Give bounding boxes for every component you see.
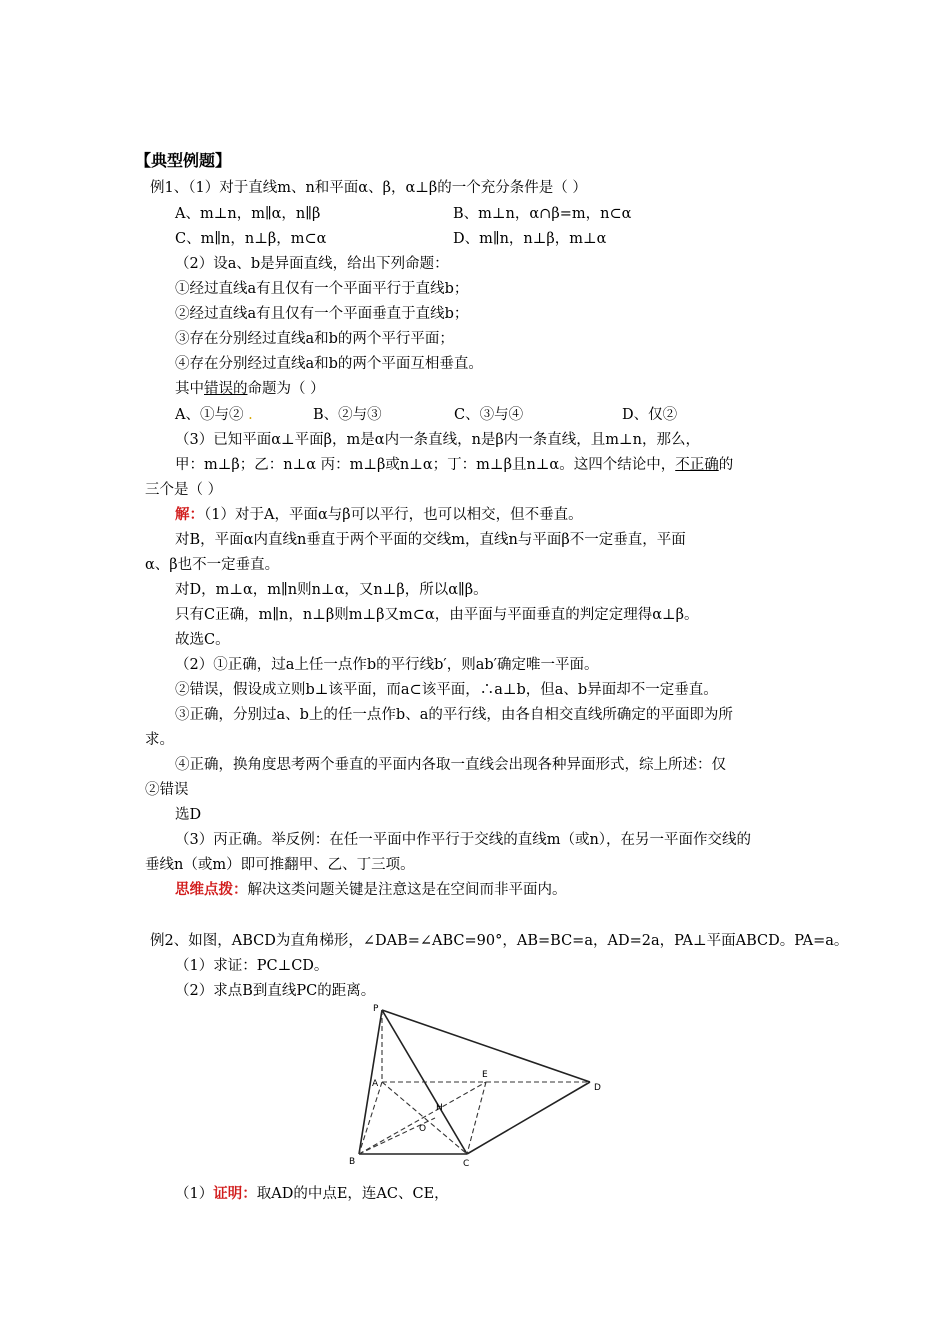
ex1-q2-option-c: C、③与④ — [454, 407, 524, 423]
ex1-q3-line-3: 三个是（ ） — [145, 482, 223, 498]
solution-line-9: ③正确，分别过a、b上的任一点作b、a的平行线，由各自相交直线所确定的平面即为所 — [175, 707, 733, 723]
ex1-q2-item-1: ①经过直线a有且仅有一个平面平行于直线b； — [175, 281, 469, 297]
label-B: B — [349, 1157, 356, 1167]
pyramid-figure — [335, 1000, 620, 1175]
solution-line-3: α、β也不一定垂直。 — [145, 557, 280, 573]
solution-line-7: （2）①正确，过a上任一点作b的平行线b′，则ab′确定唯一平面。 — [175, 657, 599, 673]
ex1-q2: （2）设a、b是异面直线，给出下列命题： — [175, 256, 449, 272]
ex1-q3-line-1: （3）已知平面α⊥平面β，m是α内一条直线，n是β内一条直线，且m⊥n，那么， — [175, 432, 701, 448]
ask-post: 命题为（ ） — [247, 381, 325, 397]
ex1-q1-option-d: D、m∥n，n⊥β，m⊥α — [453, 231, 607, 247]
solution-line-11: ④正确，换角度思考两个垂直的平面内各取一直线会出现各种异面形式，综上所述：仅 — [175, 757, 726, 773]
solution-line-10: 求。 — [145, 732, 174, 748]
tip-line — [175, 879, 567, 901]
ask-underlined: 错误的 — [204, 381, 248, 397]
ex1-q3-line-2 — [175, 454, 733, 476]
proof-label: 证明： — [213, 1185, 257, 1202]
label-H: H — [436, 1103, 443, 1113]
ex1-q2-option-b: B、②与③ — [313, 407, 382, 423]
ex1-q1-option-a: A、m⊥n，m∥α，n∥β — [175, 206, 321, 222]
solution-line-2: 对B，平面α内直线n垂直于两个平面的交线m，直线n与平面β不一定垂直，平面 — [175, 532, 686, 548]
solution-line-5: 只有C正确，m∥n，n⊥β则m⊥β又m⊂α，由平面与平面垂直的判定定理得α⊥β。 — [175, 607, 699, 623]
solution-line-15: 垂线n（或m）即可推翻甲、乙、丁三项。 — [145, 857, 415, 873]
ask-pre: 其中 — [175, 381, 204, 397]
label-P: P — [373, 1004, 379, 1014]
ex2-q1: （1）求证：PC⊥CD。 — [175, 958, 329, 974]
label-A: A — [372, 1079, 379, 1089]
proof-line — [175, 1183, 449, 1205]
solution-line-14: （3）丙正确。举反例：在任一平面中作平行于交线的直线m（或n），在另一平面作交线的 — [175, 832, 752, 848]
ex1-q1: 例1、（1）对于直线m、n和平面α、β，α⊥β的一个充分条件是（ ） — [150, 180, 587, 196]
label-D: D — [594, 1083, 601, 1093]
ex1-q1-option-b: B、m⊥n，α∩β=m，n⊂α — [453, 206, 632, 222]
proof-text: 取AD的中点E，连AC、CE， — [256, 1186, 449, 1202]
solution-text: （1）对于A，平面α与β可以平行，也可以相交，但不垂直。 — [204, 507, 583, 523]
label-C: C — [463, 1159, 470, 1169]
q3-pre: 甲：m⊥β；乙：n⊥α 丙：m⊥β或n⊥α；丁：m⊥β且n⊥α。这四个结论中， — [175, 457, 676, 473]
tip-label: 思维点拨： — [175, 881, 248, 898]
ex1-q1-option-c: C、m∥n，n⊥β，m⊂α — [175, 231, 327, 247]
solution-line-4: 对D，m⊥α，m∥n则n⊥α，又n⊥β，所以α∥β。 — [175, 582, 488, 598]
solution-label: 解： — [175, 506, 204, 523]
solution-line-8: ②错误，假设成立则b⊥该平面，而a⊂该平面，∴a⊥b，但a、b异面却不一定垂直。 — [175, 682, 718, 698]
solution-line-13: 选D — [175, 807, 202, 823]
yellow-dot: . — [248, 407, 253, 423]
ex2-q2: （2）求点B到直线PC的距离。 — [175, 983, 376, 999]
q3-underlined: 不正确 — [675, 457, 719, 473]
ex2-question: 例2、如图，ABCD为直角梯形，∠DAB=∠ABC=90°，AB=BC=a，AD=2a，PA⊥平面ABCD。PA=a。 — [150, 933, 849, 949]
proof-pre: （1） — [175, 1186, 214, 1202]
ex1-q2-item-4: ④存在分别经过直线a和b的两个平面互相垂直。 — [175, 356, 483, 372]
option-a-text: A、①与② — [175, 407, 244, 423]
ex1-q2-ask — [175, 378, 325, 400]
label-O: O — [419, 1124, 427, 1134]
ex1-q2-option-d: D、仅② — [622, 407, 678, 423]
ex1-q2-item-2: ②经过直线a有且仅有一个平面垂直于直线b； — [175, 306, 469, 322]
tip-text: 解决这类问题关键是注意这是在空间而非平面内。 — [247, 882, 567, 898]
q3-post: 的 — [718, 457, 734, 473]
solution-line-6: 故选C。 — [175, 632, 230, 648]
ex1-q2-item-3: ③存在分别经过直线a和b的两个平行平面； — [175, 331, 454, 347]
solution-line-1 — [175, 504, 583, 526]
ex1-q2-option-a — [175, 404, 253, 426]
section-heading: 【典型例题】 — [135, 151, 232, 170]
label-E: E — [482, 1070, 488, 1080]
solution-line-12: ②错误 — [145, 782, 189, 798]
